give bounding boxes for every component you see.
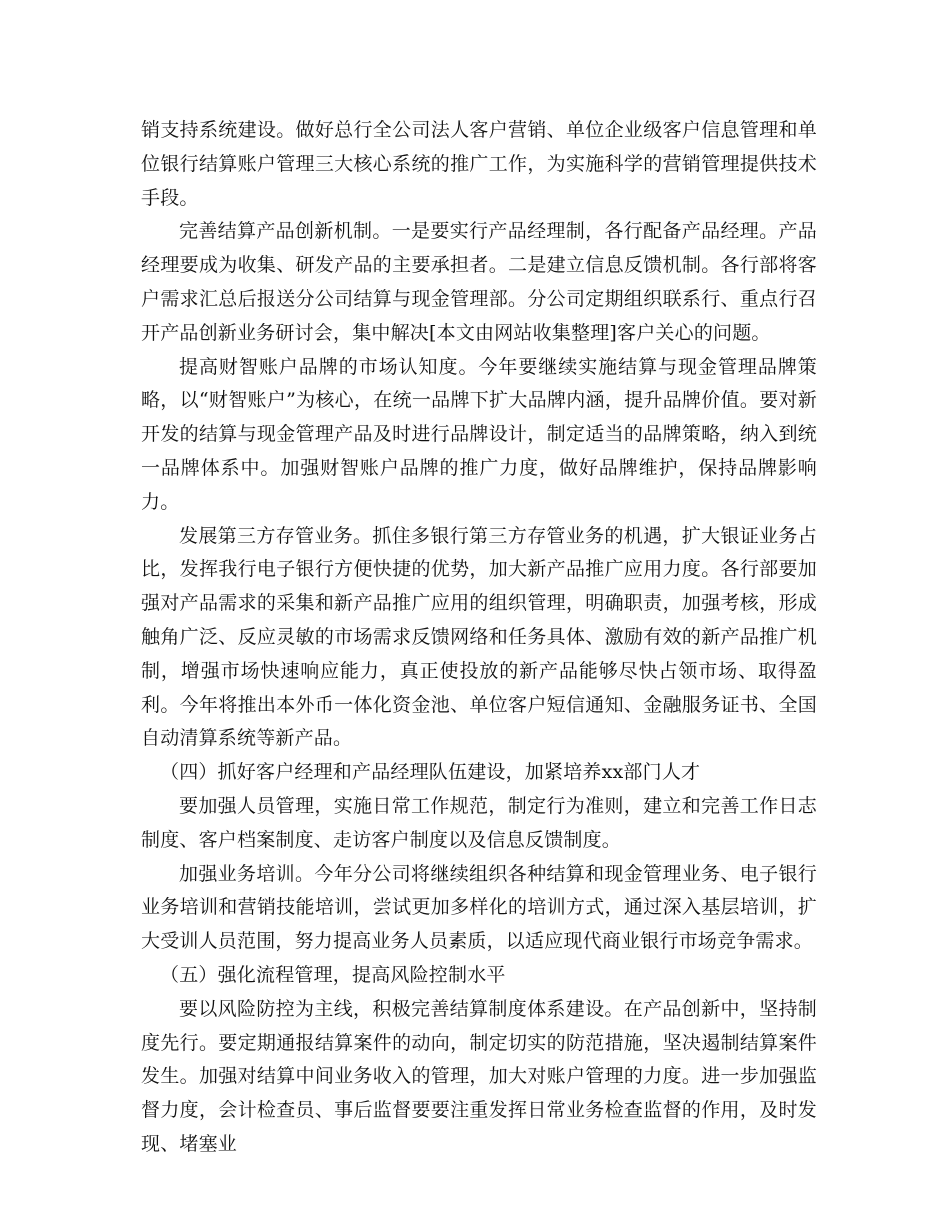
paragraph-business-training: 加强业务培训。今年分公司将继续组织各种结算和现金管理业务、电子银行业务培训和营销技能培训，尝试更加多样化的培训方式，通过深入基层培训，扩大受训人员范围，努力提高业务人员素质，以适应现代商业银行市场竞争需求。 xyxy=(141,862,817,953)
paragraph-marketing-support: 销支持系统建设。做好总行全公司法人客户营销、单位企业级客户信息管理和单位银行结算账户管理三大核心系统的推广工作，为实施科学的营销管理提供技术手段。 xyxy=(141,119,817,209)
section-heading-five: （五）强化流程管理，提高风险控制水平 xyxy=(160,963,506,986)
paragraph-staff-management: 要加强人员管理，实施日常工作规范，制定行为准则，建立和完善工作日志制度、客户档案制度、走访客户制度以及信息反馈制度。 xyxy=(141,794,817,851)
paragraph-brand-awareness: 提高财智账户品牌的市场认知度。今年要继续实施结算与现金管理品牌策略，以“财智账户”为核心，在统一品牌下扩大品牌内涵，提升品牌价值。要对新开发的结算与现金管理产品及时进行品牌设计，制定适当的品牌策略，纳入到统一品牌体系中。加强财智账户品牌的推广力度，做好品牌维护，保持品牌影响力。 xyxy=(141,355,817,513)
paragraph-third-party-custody: 发展第三方存管业务。抓住多银行第三方存管业务的机遇，扩大银证业务占比，发挥我行电子银行方便快捷的优势，加大新产品推广应用力度。各行部要加强对产品需求的采集和新产品推广应用的组织管理，明确职责，加强考核，形成触角广泛、反应灵敏的市场需求反馈网络和任务具体、激励有效的新产品推广机制，增强市场快速响应能力，真正使投放的新产品能够尽快占领市场、取得盈利。今年将推出本外币一体化资金池、单位客户短信通知、金融服务证书、全国自动清算系统等新产品。 xyxy=(141,524,817,750)
paragraph-risk-control: 要以风险防控为主线，积极完善结算制度体系建设。在产品创新中，坚持制度先行。要定期通报结算案件的动向，制定切实的防范措施，坚决遏制结算案件发生。加强对结算中间业务收入的管理，加大对账户管理的力度。进一步加强监督力度，会计检查员、事后监督要要注重发挥日常业务检查监督的作用，及时发现、堵塞业 xyxy=(141,997,817,1155)
section-heading-four: （四）抓好客户经理和产品经理队伍建设，加紧培养xx部门人才 xyxy=(160,761,701,784)
document-body xyxy=(141,114,817,1162)
paragraph-product-innovation: 完善结算产品创新机制。一是要实行产品经理制，各行配备产品经理。产品经理要成为收集、研发产品的主要承担者。二是建立信息反馈机制。各行部将客户需求汇总后报送分公司结算与现金管理部。分公司定期组织联系行、重点行召开产品创新业务研讨会，集中解决[本文由网站收集整理]客户关心的问题。 xyxy=(141,220,817,344)
